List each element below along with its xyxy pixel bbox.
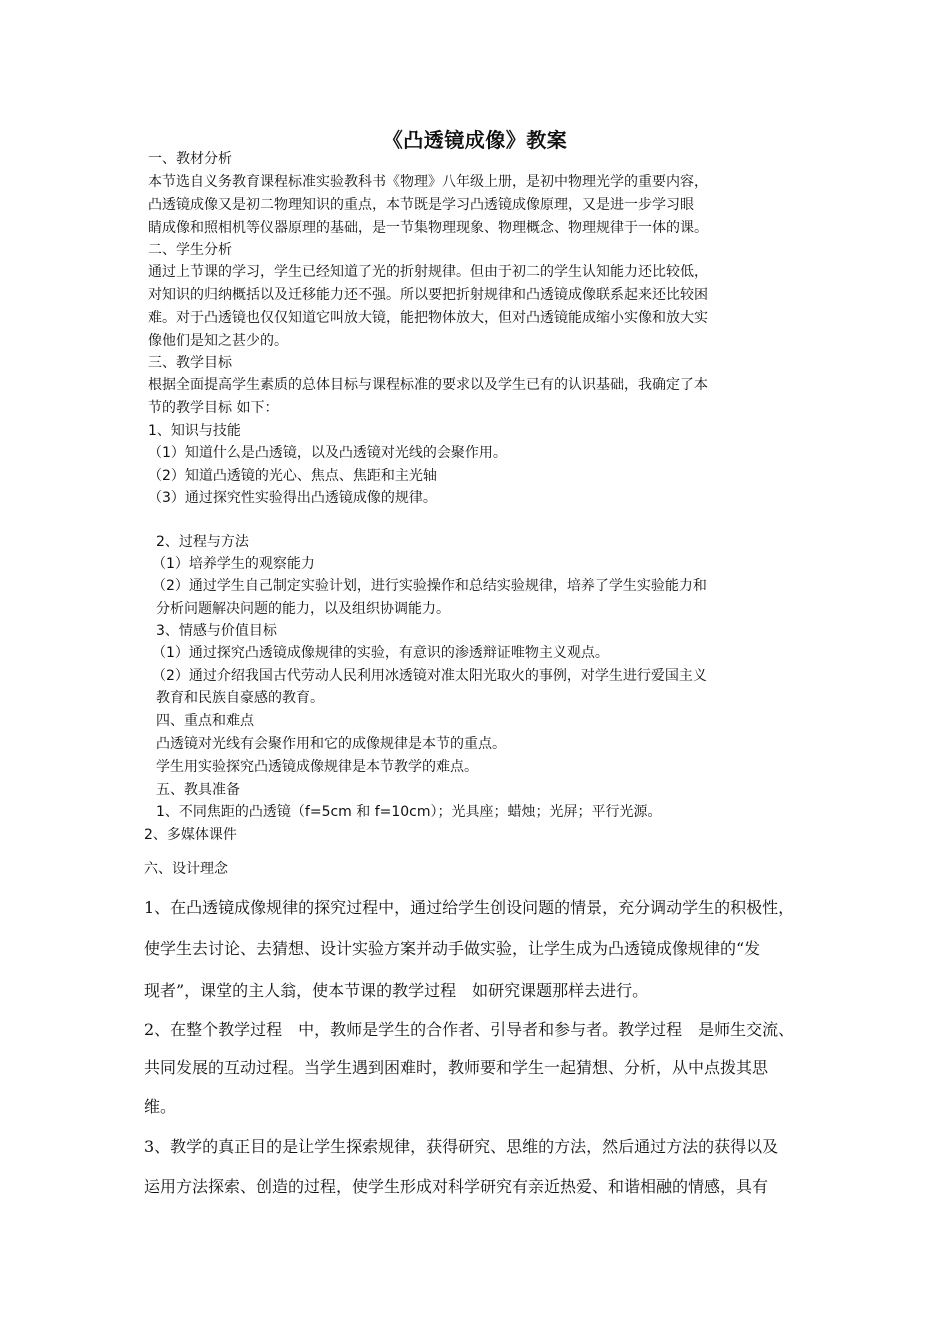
paragraph-line: 对知识的归纳概括以及迁移能力还不强。所以要把折射规律和凸透镜成像联系起来还比较困 [148, 287, 708, 303]
heading-textbook-analysis: 一、教材分析 [148, 151, 232, 167]
document-title: 《凸透镜成像》教案 [382, 128, 568, 152]
paragraph-line: 分析问题解决问题的能力，以及组织协调能力。 [156, 601, 450, 617]
paragraph-line: 睛成像和照相机等仪器原理的基础，是一节集物理现象、物理概念、物理规律于一体的课。 [148, 220, 708, 236]
paragraph-line: 像他们是知之甚少的。 [148, 333, 288, 349]
heading-student-analysis: 二、学生分析 [148, 242, 232, 258]
paragraph-line: 根据全面提高学生素质的总体目标与课程标准的要求以及学生已有的认识基础，我确定了本 [148, 377, 708, 393]
paragraph-line: 教育和民族自豪感的教育。 [156, 690, 324, 706]
paragraph-line: 节的教学目标 如下： [148, 400, 279, 416]
list-item: （1）通过探究凸透镜成像规律的实验，有意识的渗透辩证唯物主义观点。 [152, 645, 609, 661]
paragraph-line: 共同发展的互动过程。当学生遇到困难时，教师要和学生一起猜想、分析，从中点拨其思 [144, 1058, 769, 1077]
list-item: （2）知道凸透镜的光心、焦点、焦距和主光轴 [148, 468, 437, 484]
paragraph-line: 本节选自义务教育课程标准实验教科书《物理》八年级上册，是初中物理光学的重要内容， [148, 174, 708, 190]
heading-design-concept: 六、设计理念 [144, 861, 228, 877]
paragraph-line: 运用方法探索、创造的过程，使学生形成对科学研究有亲近热爱、和谐相融的情感，具有 [144, 1177, 769, 1196]
list-item: （2）通过介绍我国古代劳动人民利用冰透镜对准太阳光取火的事例，对学生进行爱国主义 [152, 668, 707, 684]
heading-teaching-goals: 三、教学目标 [148, 355, 232, 371]
subheading-knowledge-skills: 1、知识与技能 [148, 423, 241, 439]
paragraph-line: 凸透镜对光线有会聚作用和它的成像规律是本节的重点。 [156, 736, 506, 752]
list-item: （3）通过探究性实验得出凸透镜成像的规律。 [148, 490, 437, 506]
list-item: （1）培养学生的观察能力 [152, 556, 315, 572]
paragraph-line: 使学生去讨论、去猜想、设计实验方案并动手做实验，让学生成为凸透镜成像规律的“发 [144, 939, 761, 958]
paragraph-line: 凸透镜成像又是初二物理知识的重点，本节既是学习凸透镜成像原理，又是进一步学习眼 [148, 197, 694, 213]
paragraph-line: 难。对于凸透镜也仅仅知道它叫放大镜，能把物体放大，但对凸透镜能成缩小实像和放大实 [148, 310, 708, 326]
paragraph-line: 现者”，课堂的主人翁，使本节课的教学过程 如研究课题那样去进行。 [144, 981, 649, 1000]
subheading-emotion-values: 3、情感与价值目标 [156, 623, 277, 639]
paragraph-line: 2、在整个教学过程 中，教师是学生的合作者、引导者和参与者。教学过程 是师生交流、 [144, 1020, 795, 1039]
list-item: 1、不同焦距的凸透镜（f=5cm 和 f=10cm）；光具座；蜡烛；光屏；平行光源。 [156, 804, 662, 820]
subheading-process-method: 2、过程与方法 [156, 534, 249, 550]
paragraph-line: 通过上节课的学习，学生已经知道了光的折射规律。但由于初二的学生认知能力还比较低， [148, 264, 708, 280]
list-item: （2）通过学生自己制定实验计划，进行实验操作和总结实验规律，培养了学生实验能力和 [152, 578, 707, 594]
heading-teaching-aids: 五、教具准备 [156, 782, 240, 798]
heading-key-points: 四、重点和难点 [156, 713, 254, 729]
paragraph-line: 1、在凸透镜成像规律的探究过程中，通过给学生创设问题的情景，充分调动学生的积极性， [144, 898, 795, 917]
paragraph-line: 3、教学的真正目的是让学生探索规律，获得研究、思维的方法，然后通过方法的获得以及 [144, 1137, 779, 1156]
list-item: 2、多媒体课件 [144, 827, 237, 843]
paragraph-line: 维。 [144, 1097, 177, 1116]
paragraph-line: 学生用实验探究凸透镜成像规律是本节教学的难点。 [156, 759, 478, 775]
list-item: （1）知道什么是凸透镜，以及凸透镜对光线的会聚作用。 [148, 445, 507, 461]
